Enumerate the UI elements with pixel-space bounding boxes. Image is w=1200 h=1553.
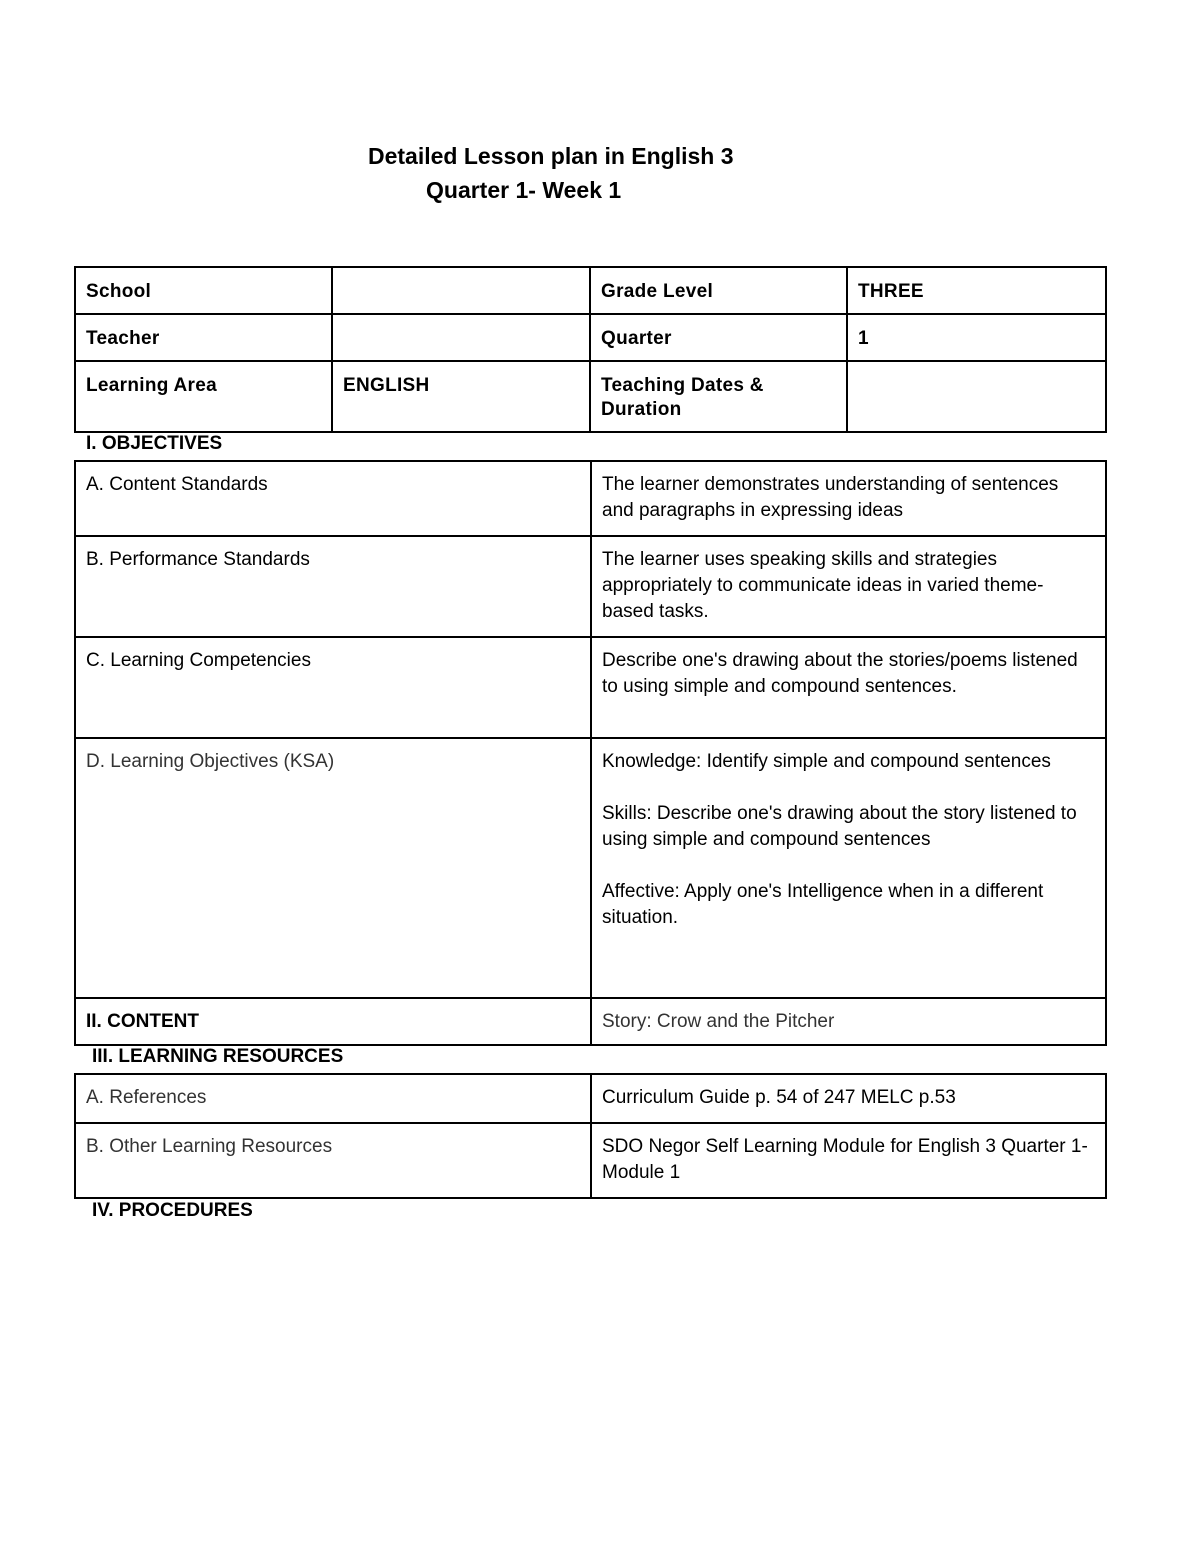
content-row	[75, 998, 1106, 1045]
procedures-heading: IV. PROCEDURES	[92, 1200, 253, 1221]
content-label-cell	[75, 998, 591, 1045]
area-label-cell	[75, 361, 332, 432]
document-subtitle: Quarter 1- Week 1	[426, 177, 622, 203]
area-value-cell	[332, 361, 590, 432]
resources-table	[74, 1073, 1107, 1199]
quarter-label-cell	[590, 314, 847, 361]
resource-label-cell	[75, 1074, 591, 1123]
resource-value-cell	[591, 1074, 1106, 1123]
affective-objective: Affective: Apply one's Intelligence when in a different situation.	[602, 881, 1044, 928]
quarter-value: 1	[858, 328, 869, 349]
objective-row	[75, 536, 1106, 637]
learning-area-label: Learning Area	[86, 375, 217, 396]
teacher-value-cell	[332, 314, 590, 361]
learning-competencies-label: C. Learning Competencies	[86, 650, 311, 671]
resource-row	[75, 1074, 1106, 1123]
content-label: II. CONTENT	[86, 1011, 199, 1032]
references-label: A. References	[86, 1087, 207, 1108]
objective-row-ksa	[75, 738, 1106, 998]
info-row-area	[75, 361, 1106, 432]
ksa-label-cell	[75, 738, 591, 998]
school-value-cell	[332, 267, 590, 314]
references-value: Curriculum Guide p. 54 of 247 MELC p.53	[602, 1087, 956, 1108]
objective-label-cell	[75, 536, 591, 637]
resource-row	[75, 1123, 1106, 1198]
content-value: Story: Crow and the Pitcher	[602, 1011, 835, 1032]
objective-row	[75, 637, 1106, 738]
performance-standards-label: B. Performance Standards	[86, 549, 310, 570]
school-value	[333, 268, 589, 280]
grade-value-cell	[847, 267, 1106, 314]
objective-value-cell	[591, 536, 1106, 637]
teacher-value	[333, 315, 589, 327]
document-title: Detailed Lesson plan in English 3	[368, 143, 734, 169]
content-standards-value: The learner demonstrates understanding of sentences and paragraphs in expressing ideas	[602, 474, 1059, 521]
content-value-cell	[591, 998, 1106, 1045]
teacher-label: Teacher	[86, 328, 160, 349]
grade-label-cell	[590, 267, 847, 314]
teaching-dates-label: Teaching Dates & Duration	[601, 375, 764, 420]
learning-resources-heading: III. LEARNING RESOURCES	[92, 1046, 344, 1067]
ksa-value-cell	[591, 738, 1106, 998]
grade-level-label: Grade Level	[601, 281, 714, 302]
dates-value-cell	[847, 361, 1106, 432]
other-resources-value: SDO Negor Self Learning Module for English 3 Quarter 1-Module 1	[602, 1136, 1088, 1183]
skills-objective: Skills: Describe one's drawing about the story listened to using simple and compound sentences	[602, 803, 1077, 850]
objective-value-cell	[591, 461, 1106, 536]
resource-value-cell	[591, 1123, 1106, 1198]
learning-competencies-value: Describe one's drawing about the stories/poems listened to using simple and compound sentences.	[602, 650, 1078, 697]
info-row-teacher	[75, 314, 1106, 361]
teacher-label-cell	[75, 314, 332, 361]
school-label: School	[86, 281, 152, 302]
resource-label-cell	[75, 1123, 591, 1198]
info-table	[74, 266, 1107, 433]
objectives-heading: I. OBJECTIVES	[86, 433, 223, 454]
knowledge-objective: Knowledge: Identify simple and compound sentences	[602, 751, 1051, 772]
objectives-table	[74, 460, 1107, 1046]
objective-label-cell	[75, 461, 591, 536]
quarter-value-cell	[847, 314, 1106, 361]
quarter-label: Quarter	[601, 328, 672, 349]
objective-row	[75, 461, 1106, 536]
other-resources-label: B. Other Learning Resources	[86, 1136, 333, 1157]
objective-value-cell	[591, 637, 1106, 738]
performance-standards-value: The learner uses speaking skills and strategies appropriately to communicate ideas in varied theme-based tasks.	[602, 549, 1044, 622]
grade-level-value: THREE	[858, 281, 924, 302]
content-standards-label: A. Content Standards	[86, 474, 268, 495]
dates-label-cell	[590, 361, 847, 432]
learning-area-value: ENGLISH	[343, 375, 430, 396]
info-row-school	[75, 267, 1106, 314]
teaching-dates-value	[848, 362, 1105, 374]
objective-label-cell	[75, 637, 591, 738]
school-label-cell	[75, 267, 332, 314]
learning-objectives-label: D. Learning Objectives (KSA)	[86, 751, 335, 772]
